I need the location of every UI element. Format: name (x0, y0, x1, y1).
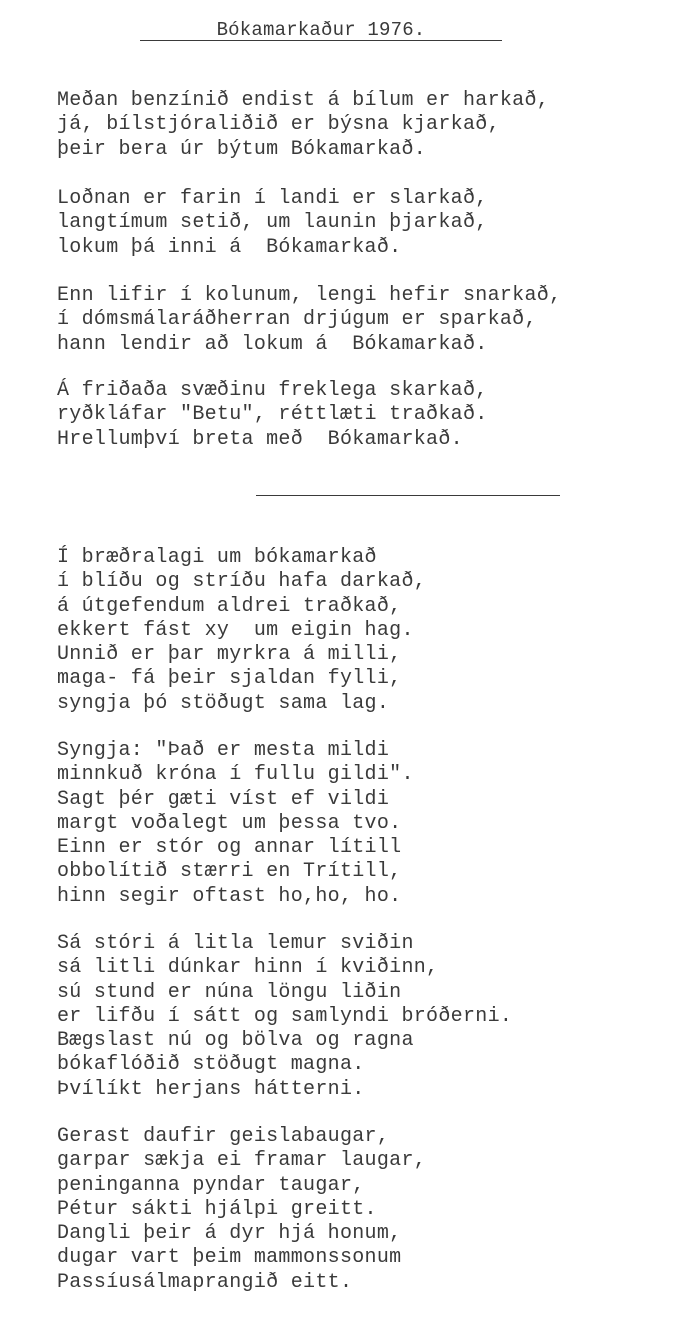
poem-line: Syngja: "Það er mesta mildi (57, 739, 390, 762)
poem-line: Hrellumþví breta með Bókamarkað. (57, 427, 463, 451)
poem-line: margt voðalegt um þessa tvo. (57, 811, 402, 835)
poem-line: ryðkláfar "Betu", réttlæti traðkað. (57, 403, 488, 427)
page-title: Bókamarkaður 1976. (216, 19, 426, 41)
poem-line: Meðan benzínið endist á bílum er harkað, (57, 89, 550, 112)
poem-line: ekkert fást xy um eigin hag. (57, 618, 414, 642)
poem-line: Sá stóri á litla lemur sviðin (57, 932, 414, 955)
poem-line: Sagt þér gæti víst ef vildi (57, 787, 390, 811)
poem-line: lokum þá inni á Bókamarkað. (57, 235, 402, 259)
section-divider (256, 495, 560, 496)
poem-line: í blíðu og stríðu hafa darkað, (57, 570, 427, 594)
poem-line: þeir bera úr býtum Bókamarkað. (57, 137, 427, 161)
poem-line: Enn lifir í kolunum, lengi hefir snarkað, (57, 284, 562, 307)
poem-line: Þvílíkt herjans hátterni. (57, 1077, 365, 1101)
poem2-stanza-3 (57, 932, 512, 1102)
poem-line: Dangli þeir á dyr hjá honum, (57, 1222, 402, 1246)
poem-line: Einn er stór og annar lítill (57, 836, 402, 860)
poem-line: Bægslast nú og bölva og ragna (57, 1029, 414, 1053)
poem-line: peninganna pyndar taugar, (57, 1173, 365, 1197)
poem2-stanza-2 (57, 739, 414, 909)
title-underline (140, 40, 502, 41)
poem-line: í dómsmálaráðherran drjúgum er sparkað, (57, 308, 537, 332)
poem-line: syngja þó stöðugt sama lag. (57, 691, 390, 715)
poem-line: dugar vart þeim mammonssonum (57, 1246, 402, 1270)
poem-line: sú stund er núna löngu liðin (57, 980, 402, 1004)
poem-line: obbolítið stærri en Trítill, (57, 860, 402, 884)
poem-line: já, bílstjóraliðið er býsna kjarkað, (57, 113, 500, 137)
poem-line: bókaflóðið stöðugt magna. (57, 1053, 365, 1077)
poem1-stanza-2 (57, 187, 488, 260)
poem-line: er lifðu í sátt og samlyndi bróðerni. (57, 1004, 513, 1028)
poem-line: sá litli dúnkar hinn í kviðinn, (57, 956, 439, 980)
poem1-stanza-3 (57, 284, 561, 357)
poem-line: garpar sækja ei framar laugar, (57, 1149, 427, 1173)
poem-line: minnkuð króna í fullu gildi". (57, 763, 414, 787)
poem-line: Pétur sákti hjálpi greitt. (57, 1197, 377, 1221)
poem-line: Á friðaða svæðinu freklega skarkað, (57, 379, 488, 402)
poem-line: maga- fá þeir sjaldan fylli, (57, 667, 402, 691)
poem1-stanza-1 (57, 89, 549, 162)
poem-line: langtímum setið, um launin þjarkað, (57, 211, 488, 235)
poem2-stanza-4 (57, 1125, 426, 1295)
poem-line: Passíusálmaprangið eitt. (57, 1270, 353, 1294)
poem2-stanza-1 (57, 546, 426, 716)
poem-line: Gerast daufir geislabaugar, (57, 1125, 390, 1148)
poem-line: Í bræðralagi um bókamarkað (57, 546, 377, 569)
poem-line: hann lendir að lokum á Bókamarkað. (57, 332, 488, 356)
poem-line: hinn segir oftast ho,ho, ho. (57, 884, 402, 908)
poem-line: Unnið er þar myrkra á milli, (57, 643, 402, 667)
poem-line: Loðnan er farin í landi er slarkað, (57, 187, 488, 210)
poem-line: á útgefendum aldrei traðkað, (57, 594, 402, 618)
poem1-stanza-4 (57, 379, 488, 452)
